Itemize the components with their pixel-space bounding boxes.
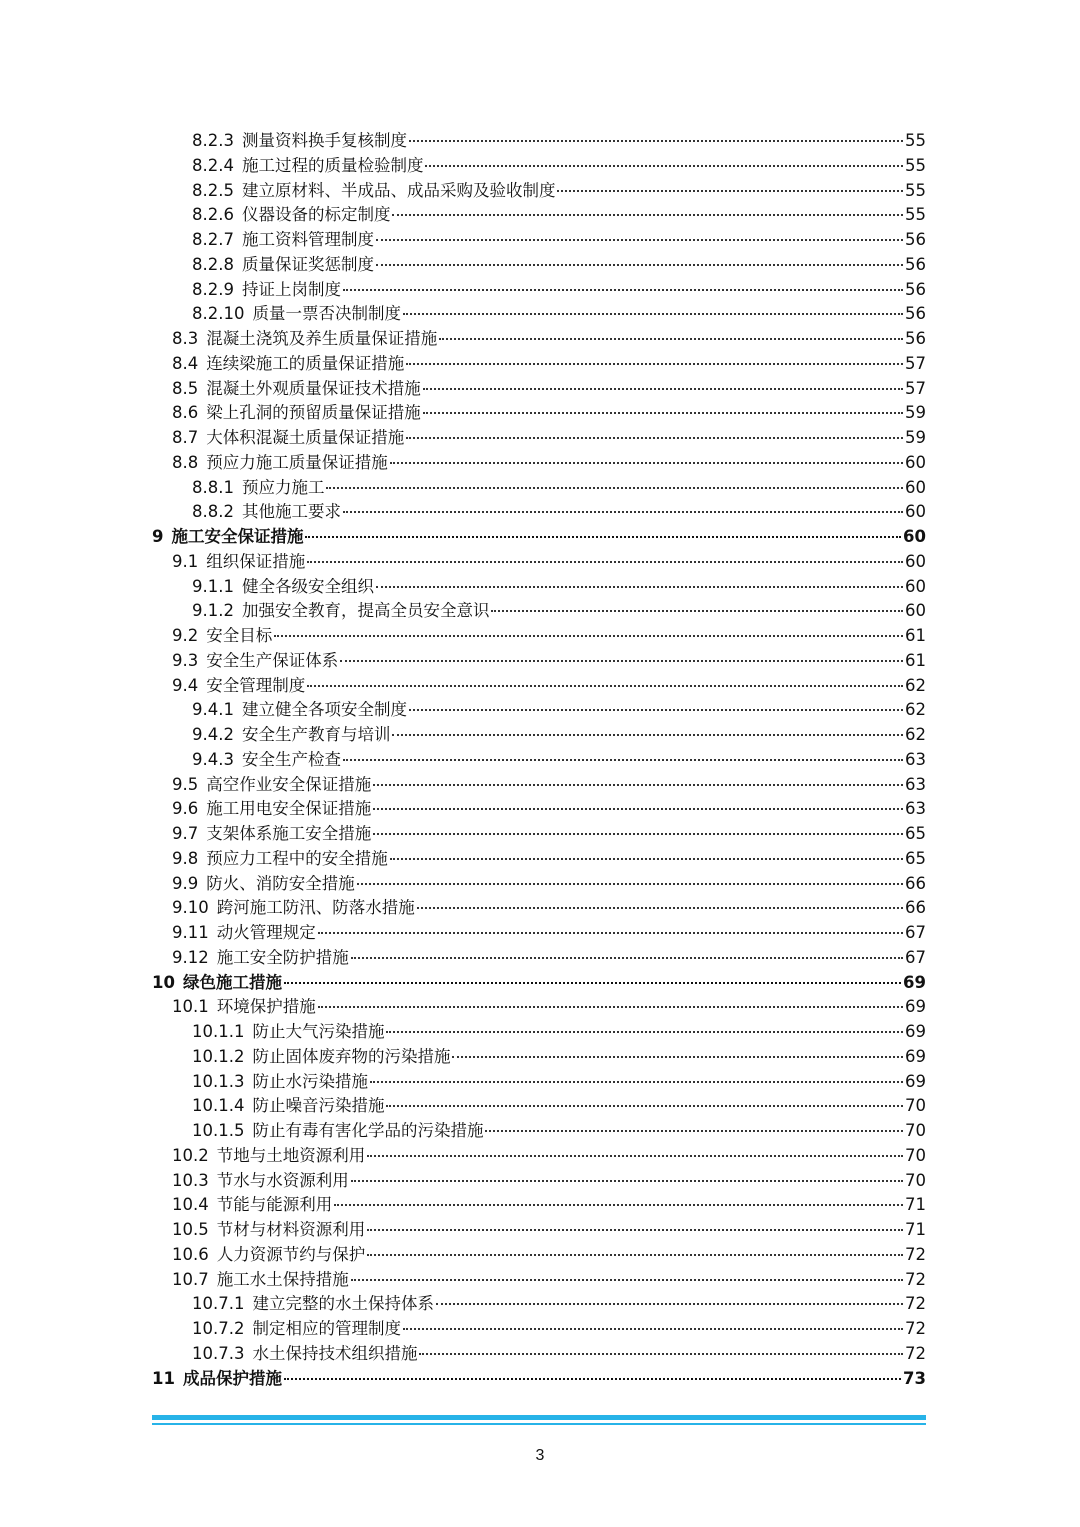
toc-entry-page: 72	[905, 1294, 926, 1314]
toc-entry-title: 防止噪音污染措施	[252, 1096, 385, 1116]
toc-entry-title: 施工安全防护措施	[216, 947, 349, 967]
toc-entry-title: 预应力施工	[241, 477, 325, 497]
toc-entry[interactable]	[152, 1218, 926, 1243]
toc-entry-page: 60	[905, 477, 926, 497]
toc-entry-number: 8.7	[172, 428, 199, 447]
toc-dot-leader	[373, 784, 903, 786]
toc-entry[interactable]	[152, 1169, 926, 1194]
toc-entry-title: 测量资料换手复核制度	[241, 131, 407, 150]
toc-entry-number: 11	[152, 1368, 175, 1388]
toc-entry[interactable]	[152, 748, 926, 773]
toc-entry-number: 8.2.10	[192, 304, 245, 324]
toc-entry-number: 8.8.2	[192, 502, 234, 522]
toc-entry[interactable]	[152, 896, 926, 921]
toc-dot-leader	[343, 289, 903, 291]
toc-entry-number: 9	[152, 527, 164, 546]
toc-entry-page: 57	[905, 378, 926, 398]
toc-dot-leader	[343, 759, 903, 761]
toc-entry-page: 70	[905, 1145, 926, 1165]
toc-entry[interactable]	[152, 946, 926, 971]
toc-entry-page: 63	[905, 749, 926, 769]
toc-entry-number: 9.4.3	[192, 749, 234, 769]
toc-dot-leader	[305, 536, 901, 538]
toc-entry[interactable]	[152, 971, 926, 996]
toc-dot-leader	[367, 1155, 903, 1157]
toc-entry-number: 8.2.9	[192, 279, 234, 299]
toc-entry[interactable]	[152, 575, 926, 600]
toc-entry[interactable]	[152, 921, 926, 946]
toc-entry[interactable]	[152, 179, 926, 204]
toc-dot-leader	[376, 586, 903, 588]
toc-entry-title: 绿色施工措施	[182, 972, 282, 992]
toc-entry-page: 61	[905, 626, 926, 645]
toc-entry-page: 56	[905, 230, 926, 249]
toc-entry-title: 施工安全保证措施	[171, 527, 304, 546]
toc-entry-page: 65	[905, 824, 926, 843]
toc-entry[interactable]	[152, 1070, 926, 1095]
toc-entry-page: 72	[905, 1244, 926, 1264]
toc-entry-page: 56	[905, 304, 926, 324]
toc-entry-title: 安全生产检查	[241, 749, 341, 769]
toc-entry-title: 连续梁施工的质量保证措施	[206, 353, 405, 373]
toc-entry-number: 8.4	[172, 353, 199, 373]
toc-dot-leader	[452, 1056, 903, 1058]
toc-dot-leader	[284, 982, 901, 984]
toc-entry-page: 57	[905, 353, 926, 373]
toc-entry-page: 70	[905, 1170, 926, 1190]
toc-dot-leader	[417, 907, 903, 909]
toc-dot-leader	[409, 140, 903, 142]
toc-dot-leader	[307, 561, 903, 563]
toc-dot-leader	[419, 1353, 903, 1355]
toc-entry-page: 62	[905, 725, 926, 744]
toc-dot-leader	[392, 734, 903, 736]
toc-entry-page: 69	[903, 972, 926, 992]
toc-entry-title: 节能与能源利用	[216, 1195, 333, 1215]
toc-entry-number: 10.2	[172, 1145, 209, 1165]
toc-entry-title: 节地与土地资源利用	[216, 1145, 366, 1165]
toc-entry-page: 71	[905, 1220, 926, 1239]
toc-entry[interactable]	[152, 253, 926, 278]
toc-entry-title: 安全目标	[206, 626, 273, 645]
toc-entry-number: 8.2.5	[192, 180, 234, 200]
toc-dot-leader	[367, 1229, 903, 1231]
toc-entry-page: 59	[905, 428, 926, 447]
toc-entry-number: 10.5	[172, 1220, 209, 1239]
toc-entry-number: 9.6	[172, 799, 199, 819]
toc-entry-page: 60	[905, 576, 926, 596]
toc-entry-title: 施工资料管理制度	[241, 230, 374, 249]
toc-entry-number: 10.6	[172, 1244, 209, 1264]
toc-dot-leader	[274, 635, 903, 637]
toc-entry-title: 持证上岗制度	[241, 279, 341, 299]
toc-entry-number: 9.9	[172, 873, 199, 893]
toc-entry-title: 防火、消防安全措施	[206, 873, 355, 893]
toc-entry-title: 施工用电安全保证措施	[206, 799, 372, 819]
toc-dot-leader	[406, 363, 903, 365]
toc-entry-number: 10.1.4	[192, 1096, 245, 1116]
toc-dot-leader	[491, 610, 903, 612]
toc-dot-leader	[423, 412, 903, 414]
toc-entry-page: 60	[905, 452, 926, 472]
toc-entry-title: 防止大气污染措施	[252, 1022, 385, 1041]
toc-entry-number: 10.3	[172, 1170, 209, 1190]
toc-entry[interactable]	[152, 426, 926, 451]
toc-entry-title: 加强安全教育，提高全员安全意识	[241, 601, 490, 621]
toc-entry[interactable]	[152, 1144, 926, 1169]
toc-dot-leader	[406, 437, 903, 439]
toc-dot-leader	[403, 313, 903, 315]
toc-entry[interactable]	[152, 1367, 926, 1392]
toc-dot-leader	[343, 511, 903, 513]
toc-dot-leader	[376, 239, 903, 241]
toc-entry[interactable]	[152, 129, 926, 154]
toc-entry[interactable]	[152, 872, 926, 897]
toc-entry-page: 65	[905, 848, 926, 868]
toc-entry-number: 10.1.1	[192, 1022, 245, 1041]
toc-entry-title: 建立健全各项安全制度	[241, 700, 407, 720]
toc-entry-page: 56	[905, 279, 926, 299]
toc-dot-leader	[390, 462, 903, 464]
toc-entry-number: 8.6	[172, 403, 199, 423]
toc-dot-leader	[351, 1279, 903, 1281]
toc-entry-title: 节水与水资源利用	[216, 1170, 349, 1190]
toc-entry-number: 8.2.6	[192, 205, 234, 225]
toc-entry-number: 10.7.1	[192, 1294, 245, 1314]
toc-entry-page: 63	[905, 799, 926, 819]
toc-entry[interactable]	[152, 723, 926, 748]
toc-entry-number: 9.2	[172, 626, 199, 645]
toc-dot-leader	[340, 660, 903, 662]
toc-entry-number: 9.4.1	[192, 700, 234, 720]
toc-entry[interactable]	[152, 377, 926, 402]
toc-entry[interactable]	[152, 1292, 926, 1317]
toc-entry[interactable]	[152, 302, 926, 327]
toc-entry-page: 70	[905, 1096, 926, 1116]
toc-entry-page: 72	[905, 1269, 926, 1289]
toc-entry[interactable]	[152, 500, 926, 525]
toc-entry-page: 63	[905, 774, 926, 794]
toc-entry-title: 健全各级安全组织	[241, 576, 374, 596]
toc-entry[interactable]	[152, 624, 926, 649]
toc-dot-leader	[318, 1006, 903, 1008]
toc-entry-title: 组织保证措施	[206, 551, 306, 571]
toc-entry-number: 10.4	[172, 1195, 209, 1215]
toc-entry-title: 施工过程的质量检验制度	[241, 155, 424, 175]
toc-entry[interactable]	[152, 1119, 926, 1144]
toc-entry[interactable]	[152, 1317, 926, 1342]
toc-entry-number: 8.3	[172, 329, 199, 348]
toc-dot-leader	[318, 932, 903, 934]
toc-entry[interactable]	[152, 797, 926, 822]
toc-entry-number: 8.2.4	[192, 155, 234, 175]
toc-entry[interactable]	[152, 674, 926, 699]
toc-entry-page: 70	[905, 1121, 926, 1140]
toc-entry[interactable]	[152, 278, 926, 303]
toc-entry-number: 10	[152, 972, 175, 992]
toc-entry-page: 67	[905, 947, 926, 967]
toc-entry-title: 质量一票否决制制度	[252, 304, 401, 324]
toc-dot-leader	[357, 883, 903, 885]
toc-entry-page: 56	[905, 254, 926, 274]
toc-entry-title: 建立完整的水土保持体系	[252, 1294, 434, 1314]
toc-entry[interactable]	[152, 847, 926, 872]
toc-entry[interactable]	[152, 1268, 926, 1293]
toc-dot-leader	[307, 685, 903, 687]
toc-dot-leader	[284, 1378, 901, 1380]
toc-entry[interactable]	[152, 1193, 926, 1218]
toc-entry-page: 62	[905, 700, 926, 720]
toc-entry-number: 8.2.7	[192, 230, 234, 249]
toc-entry-title: 制定相应的管理制度	[252, 1319, 401, 1338]
toc-entry-page: 60	[905, 502, 926, 522]
toc-entry-title: 成品保护措施	[182, 1368, 282, 1388]
toc-entry-page: 60	[903, 527, 926, 546]
toc-entry[interactable]	[152, 352, 926, 377]
toc-dot-leader	[557, 190, 903, 192]
toc-entry-number: 8.2.8	[192, 254, 234, 274]
toc-entry-number: 8.5	[172, 378, 199, 398]
toc-entry-number: 9.4.2	[192, 725, 234, 744]
toc-entry-title: 建立原材料、半成品、成品采购及验收制度	[241, 180, 556, 200]
toc-dot-leader	[351, 1180, 903, 1182]
toc-dot-leader	[373, 808, 903, 810]
toc-entry-title: 防止水污染措施	[252, 1071, 368, 1091]
toc-entry-page: 55	[905, 155, 926, 175]
toc-entry-page: 61	[905, 650, 926, 670]
toc-entry[interactable]	[152, 1020, 926, 1045]
toc-entry-number: 9.3	[172, 650, 199, 670]
toc-entry-title: 防止有毒有害化学品的污染措施	[252, 1121, 484, 1140]
toc-entry[interactable]	[152, 599, 926, 624]
toc-entry-number: 10.1.2	[192, 1046, 245, 1066]
toc-entry-page: 56	[905, 329, 926, 348]
toc-entry-title: 水土保持技术组织措施	[252, 1343, 418, 1363]
toc-dot-leader	[392, 214, 903, 216]
toc-entry-title: 预应力工程中的安全措施	[206, 848, 388, 868]
toc-dot-leader	[386, 1105, 903, 1107]
toc-entry-number: 10.7	[172, 1269, 209, 1289]
footer-rule-thick	[152, 1415, 926, 1420]
toc-entry[interactable]	[152, 822, 926, 847]
toc-entry-page: 62	[905, 675, 926, 695]
toc-entry[interactable]	[152, 1342, 926, 1367]
toc-entry[interactable]	[152, 995, 926, 1020]
toc-entry-number: 9.7	[172, 824, 199, 843]
toc-entry-number: 10.1.3	[192, 1071, 245, 1091]
toc-entry-page: 66	[905, 898, 926, 918]
toc-entry-page: 55	[905, 131, 926, 150]
toc-dot-leader	[439, 338, 903, 340]
page-number: 3	[535, 1447, 545, 1464]
toc-dot-leader	[376, 264, 903, 266]
toc-entry-title: 施工水土保持措施	[216, 1269, 349, 1289]
toc-entry[interactable]	[152, 451, 926, 476]
toc-entry[interactable]	[152, 203, 926, 228]
toc-entry[interactable]	[152, 327, 926, 352]
toc-dot-leader	[367, 1254, 903, 1256]
toc-entry-number: 8.2.3	[192, 131, 234, 150]
toc-entry-title: 支架体系施工安全措施	[206, 824, 372, 843]
toc-entry-page: 72	[905, 1319, 926, 1338]
toc-entry[interactable]	[152, 154, 926, 179]
toc-entry-page: 72	[905, 1343, 926, 1363]
toc-entry-page: 69	[905, 997, 926, 1017]
toc-entry-number: 8.8.1	[192, 477, 234, 497]
toc-entry-title: 安全生产教育与培训	[241, 725, 391, 744]
toc-entry-number: 10.1.5	[192, 1121, 245, 1140]
toc-entry-title: 节材与材料资源利用	[216, 1220, 366, 1239]
toc-entry-number: 9.5	[172, 774, 199, 794]
toc-entry[interactable]	[152, 401, 926, 426]
toc-entry-title: 人力资源节约与保护	[216, 1244, 366, 1264]
toc-entry[interactable]	[152, 228, 926, 253]
toc-entry[interactable]	[152, 1094, 926, 1119]
toc-entry-title: 仪器设备的标定制度	[241, 205, 391, 225]
toc-entry-title: 质量保证奖惩制度	[241, 254, 374, 274]
toc-entry[interactable]	[152, 1243, 926, 1268]
toc-entry-page: 71	[905, 1195, 926, 1215]
toc-dot-leader	[386, 1031, 903, 1033]
toc-dot-leader	[351, 957, 903, 959]
toc-entry-title: 环境保护措施	[216, 997, 316, 1017]
toc-entry-title: 安全管理制度	[206, 675, 306, 695]
toc-entry-number: 9.4	[172, 675, 199, 695]
toc-entry-number: 9.1.1	[192, 576, 234, 596]
toc-entry-page: 59	[905, 403, 926, 423]
toc-entry-title: 防止固体废弃物的污染措施	[252, 1046, 451, 1066]
toc-entry-page: 69	[905, 1046, 926, 1066]
toc-entry-title: 大体积混凝土质量保证措施	[206, 428, 405, 447]
toc-entry-title: 其他施工要求	[241, 502, 341, 522]
toc-entry-title: 混凝土外观质量保证技术措施	[206, 378, 421, 398]
toc-dot-leader	[370, 1081, 903, 1083]
toc-entry[interactable]	[152, 550, 926, 575]
toc-dot-leader	[373, 833, 903, 835]
toc-entry-number: 9.11	[172, 923, 209, 942]
toc-entry-title: 预应力施工质量保证措施	[206, 452, 388, 472]
toc-entry-page: 69	[905, 1022, 926, 1041]
toc-entry-page: 55	[905, 205, 926, 225]
toc-entry[interactable]	[152, 476, 926, 501]
toc-entry-number: 9.12	[172, 947, 209, 967]
toc-entry-page: 60	[905, 551, 926, 571]
toc-entry-number: 10.1	[172, 997, 209, 1017]
toc-dot-leader	[334, 1204, 903, 1206]
toc-dot-leader	[409, 709, 903, 711]
toc-entry[interactable]	[152, 1045, 926, 1070]
toc-dot-leader	[326, 487, 903, 489]
toc-entry-page: 55	[905, 180, 926, 200]
footer-rule-thin	[152, 1423, 926, 1425]
toc-entry[interactable]	[152, 698, 926, 723]
toc-entry-number: 10.7.2	[192, 1319, 245, 1338]
toc-entry-page: 67	[905, 923, 926, 942]
toc-entry[interactable]	[152, 773, 926, 798]
table-of-contents	[152, 129, 926, 1391]
toc-dot-leader	[423, 388, 903, 390]
toc-entry-number: 9.1	[172, 551, 199, 571]
toc-entry-title: 混凝土浇筑及养生质量保证措施	[206, 329, 438, 348]
toc-entry-title: 跨河施工防汛、防落水措施	[216, 898, 415, 918]
toc-entry-title: 高空作业安全保证措施	[206, 774, 372, 794]
toc-entry-title: 梁上孔洞的预留质量保证措施	[206, 403, 421, 423]
toc-entry-page: 73	[903, 1368, 926, 1388]
toc-dot-leader	[436, 1303, 903, 1305]
toc-entry-page: 69	[905, 1071, 926, 1091]
toc-entry[interactable]	[152, 649, 926, 674]
toc-entry-number: 8.8	[172, 452, 199, 472]
toc-entry-title: 安全生产保证体系	[206, 650, 339, 670]
toc-entry-number: 9.8	[172, 848, 199, 868]
toc-entry-number: 9.1.2	[192, 601, 234, 621]
footer-rule	[152, 1415, 926, 1429]
toc-entry[interactable]	[152, 525, 926, 550]
toc-dot-leader	[390, 858, 903, 860]
toc-dot-leader	[485, 1130, 903, 1132]
toc-entry-title: 动火管理规定	[216, 923, 316, 942]
toc-dot-leader	[403, 1328, 903, 1330]
toc-entry-number: 10.7.3	[192, 1343, 245, 1363]
toc-entry-number: 9.10	[172, 898, 209, 918]
toc-entry-page: 66	[905, 873, 926, 893]
toc-dot-leader	[425, 165, 903, 167]
toc-entry-page: 60	[905, 601, 926, 621]
